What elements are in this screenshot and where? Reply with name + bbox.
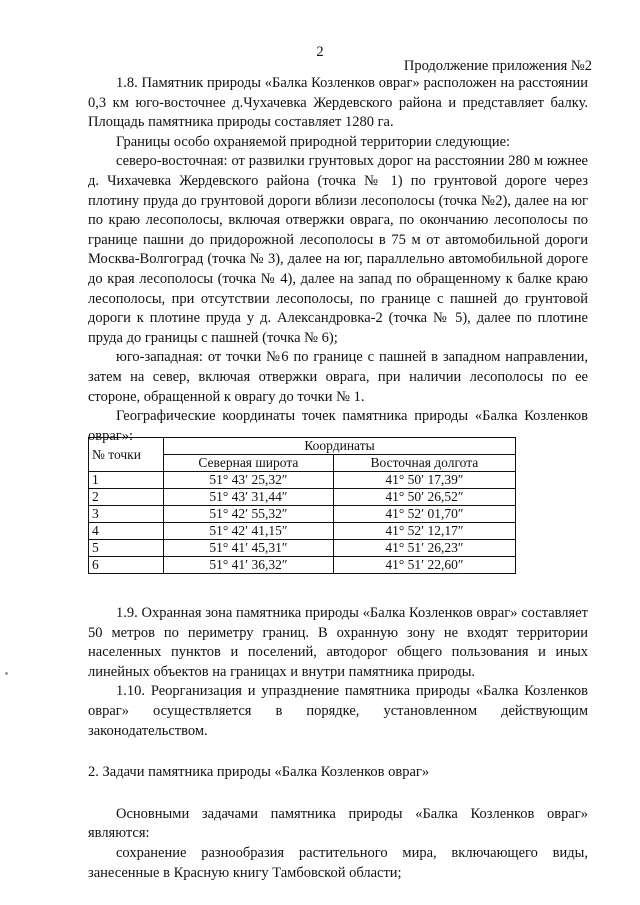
point-number: 1 bbox=[89, 472, 164, 489]
longitude-cell: 41° 52′ 12,17″ bbox=[333, 523, 515, 540]
point-number: 2 bbox=[89, 489, 164, 506]
paragraph-northeast: северо-восточная: от развилки грунтовых дорог на расстоянии 280 м южнее д. Чихачевка Жердевского района (точка № 1) по грунтовой дороге через плотину пруда до грунтовой дороги вблизи лесополосы (точка №2), далее на юг по краю лесополосы, включая отвержки оврага, по окончанию лесополосы по границе пашни до придорожной лесополосы в 75 м от автомобильной дороги Москва-Волгоград (точка № 3), далее на юг, параллельно автомобильной дороге до края лесополосы (точка № 4), далее на запад по обращенному к балке краю лесополосы, при отсутствии лесополосы, по границе с пашней до грунтовой дороги к плотине пруда у д. Александровка-2 (точка № 5), далее по плотине пруда до границы с пашней (точка № 6); bbox=[88, 153, 588, 346]
header-latitude: Северная широта bbox=[164, 455, 334, 472]
table-row bbox=[89, 489, 516, 506]
scan-speck bbox=[5, 672, 8, 675]
longitude-cell: 41° 50′ 26,52″ bbox=[333, 489, 515, 506]
paragraph-southwest: юго-западная: от точки №6 по границе с пашней в западном направлении, затем на север, включая отвержки оврага, при наличии лесополосы по ее стороне, обращенной к оврагу до точки № 1. bbox=[88, 349, 588, 405]
paragraph-1-10: 1.10. Реорганизация и упразднение памятника природы «Балка Козленков овраг» осуществляется в порядке, установленном действующим законодательством. bbox=[88, 683, 588, 739]
longitude-cell: 41° 51′ 26,23″ bbox=[333, 540, 515, 557]
table-row bbox=[89, 523, 516, 540]
main-text bbox=[88, 74, 588, 446]
paragraph-task-1: сохранение разнообразия растительного мира, включающего виды, занесенные в Красную книгу Тамбовской области; bbox=[88, 844, 588, 881]
section-title: 2. Задачи памятника природы «Балка Козленков овраг» bbox=[88, 764, 430, 781]
table-row bbox=[89, 472, 516, 489]
paragraph-tasks-intro: Основными задачами памятника природы «Балка Козленков овраг» являются: bbox=[88, 805, 588, 842]
table-row bbox=[89, 506, 516, 523]
coordinates-table bbox=[88, 437, 516, 574]
latitude-cell: 51° 43′ 25,32″ bbox=[164, 472, 334, 489]
post-table-text bbox=[88, 604, 588, 883]
latitude-cell: 51° 42′ 55,32″ bbox=[164, 506, 334, 523]
longitude-cell: 41° 51′ 22,60″ bbox=[333, 557, 515, 574]
point-number: 3 bbox=[89, 506, 164, 523]
table-row bbox=[89, 540, 516, 557]
point-number: 4 bbox=[89, 523, 164, 540]
page-number: 2 bbox=[316, 44, 324, 60]
longitude-cell: 41° 50′ 17,39″ bbox=[333, 472, 515, 489]
latitude-cell: 51° 42′ 41,15″ bbox=[164, 523, 334, 540]
continuation-label: Продолжение приложения №2 bbox=[403, 58, 592, 74]
coordinates-table-wrapper bbox=[88, 437, 516, 574]
header-coordinates: Координаты bbox=[164, 438, 516, 455]
point-number: 5 bbox=[89, 540, 164, 557]
table-row bbox=[89, 557, 516, 574]
paragraph-boundaries: Границы особо охраняемой природной территории следующие: bbox=[116, 133, 511, 150]
paragraph-1-9: 1.9. Охранная зона памятника природы «Балка Козленков овраг» составляет 50 метров по периметру границ. В охранную зону не входят территории населенных пунктов и поселений, автодорог общего пользования и иных линейных объектов на границах и внутри памятника природы. bbox=[88, 605, 588, 680]
latitude-cell: 51° 41′ 45,31″ bbox=[164, 540, 334, 557]
point-number: 6 bbox=[89, 557, 164, 574]
paragraph-coordinates-intro: Географические координаты точек памятника природы «Балка Козленков овраг»: bbox=[88, 408, 588, 444]
paragraph-1-8: 1.8. Памятник природы «Балка Козленков овраг» расположен на расстоянии 0,3 км юго-восточнее д.Чухачевка Жердевского района и представляет балку. Площадь памятника природы составляет 1280 га. bbox=[88, 75, 588, 131]
latitude-cell: 51° 43′ 31,44″ bbox=[164, 489, 334, 506]
header-point: № точки bbox=[89, 438, 164, 472]
longitude-cell: 41° 52′ 01,70″ bbox=[333, 506, 515, 523]
latitude-cell: 51° 41′ 36,32″ bbox=[164, 557, 334, 574]
header-longitude: Восточная долгота bbox=[333, 455, 515, 472]
